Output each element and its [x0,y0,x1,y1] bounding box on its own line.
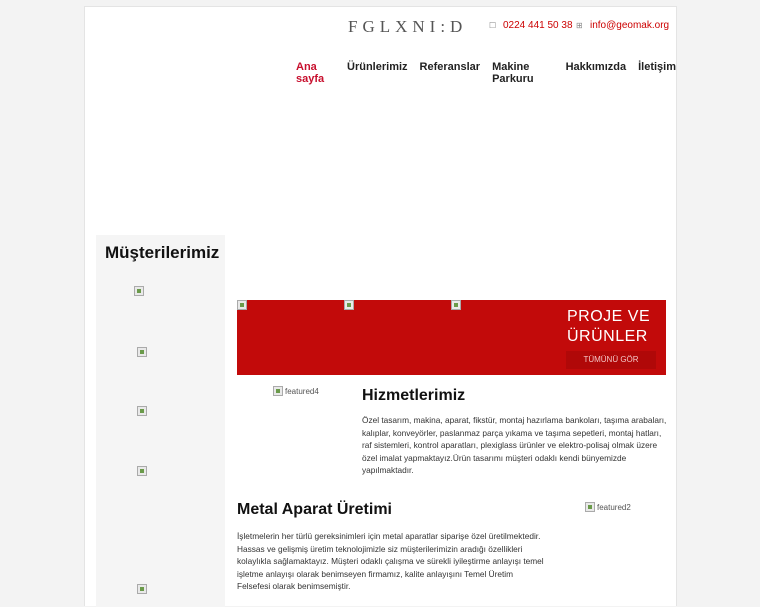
image-alt-text: featured2 [597,502,631,512]
featured-image [585,502,631,512]
page-container [84,6,677,606]
banner-title-line: PROJE VE [567,308,651,325]
image-alt-text: featured4 [285,386,319,396]
nav-home[interactable]: Ana sayfa [296,61,325,85]
customer-logo-image [137,584,147,594]
customer-logo-image [137,466,147,476]
banner-image [451,300,461,310]
metal-title: Metal Aparat Üretimi [237,501,392,518]
site-logo[interactable]: FGLXNI:D [348,17,468,36]
customers-sidebar [96,235,225,607]
broken-image-icon [273,386,283,396]
nav-references[interactable]: Referanslar [419,61,481,73]
mail-icon: ⊞ [576,20,583,30]
sidebar-title: Müşterilerimiz [105,243,220,262]
banner-image [237,300,247,310]
email-address: info@geomak.org [590,20,670,31]
nav-products[interactable]: Ürünlerimiz [347,61,408,73]
services-text: Özel tasarım, makina, aparat, fikstür, montaj hazırlama bankoları, taşıma arabaları, kalıplar, konveyörler, paslanmaz parça yıkama ve taşıma sepetleri, montaj hatları, raf sistemleri, kontrol aparatları, plexiglass ürünler ve elektro-polisaj olmak üzere özel imalat yapmaktayız.Ürün tasarımı müşteri odaklı kendi bünyemizde yapılmaktadır. [362,415,667,476]
metal-text: İşletmelerin her türlü gereksinimleri için metal aparatlar siparişe özel üretilmektedir. Hassas ve gelişmiş üretim teknolojimizle siz müşterilerimizin aradığı özellikleri kolaylıkla sağlamaktayız. Müşteri odaklı çalışma ve sürekli iyileştirme anlayışı temel işletme anlayışı olarak benimseyen firmamız, kalite anlayışını Temel Üretim Felsefesi olarak benimsemiştir. [237,531,544,592]
customer-logo-image [134,286,144,296]
services-section [362,387,672,477]
nav-machine-park[interactable]: Makine Parkuru [492,61,534,85]
see-all-button[interactable]: TÜMÜNÜ GÖR [566,351,656,369]
customer-logo-image [137,347,147,357]
broken-image-icon [585,502,595,512]
email-contact[interactable] [576,20,669,31]
banner-title [567,307,650,347]
main-nav [296,61,676,85]
banner-title-line: ÜRÜNLER [567,328,648,345]
metal-section [237,501,547,593]
nav-about[interactable]: Hakkımızda [565,61,627,73]
phone-icon: ☐ [489,20,497,30]
header [85,7,676,47]
customer-logo-image [137,406,147,416]
phone-number: 0224 441 50 38 [503,20,573,31]
projects-banner [237,300,666,375]
banner-image [344,300,354,310]
nav-contact[interactable]: İletişim [638,61,676,73]
featured-image [273,386,319,396]
services-title: Hizmetlerimiz [362,387,466,404]
phone-contact[interactable] [489,20,573,31]
